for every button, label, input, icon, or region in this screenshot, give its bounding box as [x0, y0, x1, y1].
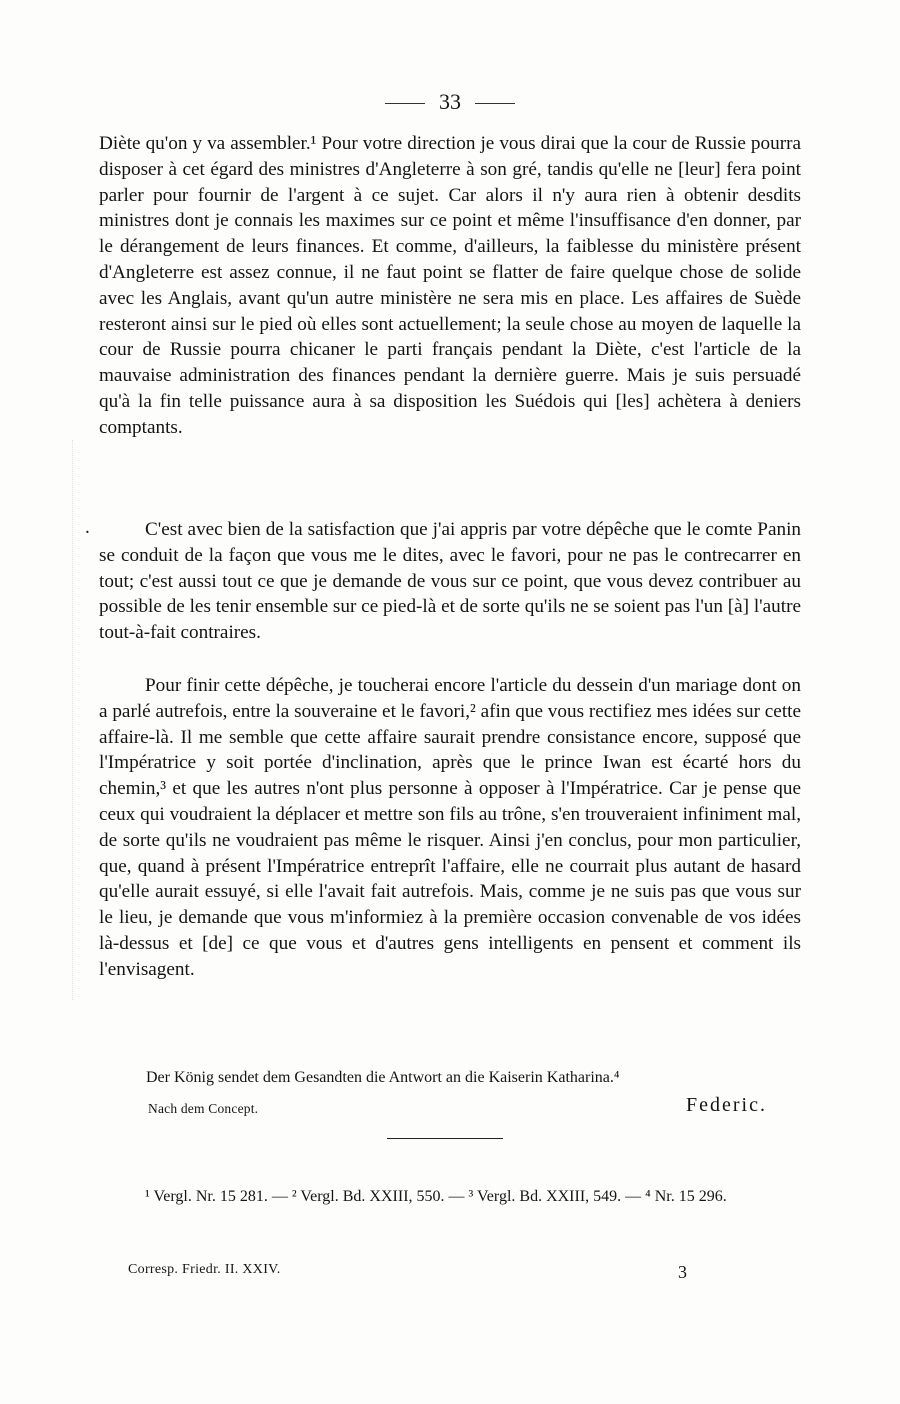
paragraph-1-block	[99, 131, 801, 441]
footer-sheet-number: 3	[678, 1262, 688, 1282]
footnotes: ¹ Vergl. Nr. 15 281. — ² Vergl. Bd. XXIII, 550. — ³ Vergl. Bd. XXIII, 549. — ⁴ Nr. 15 296.	[145, 1188, 727, 1205]
header-dash-right	[475, 103, 515, 104]
header-dash-left	[385, 103, 425, 104]
signature: Federic.	[686, 1094, 767, 1116]
footnote-divider	[387, 1138, 503, 1139]
source-note: Nach dem Concept.	[148, 1101, 259, 1116]
paragraph-3-block	[99, 673, 801, 983]
paragraph-1: Diète qu'on y va assembler.¹ Pour votre direction je vous dirai que la cour de Russie pourra disposer à cet égard des ministres d'Angleterre à son gré, tandis qu'elle ne [leur] fera point parler pour fournir de l'argent à ce sujet. Car alors il n'y aura rien à obtenir desdits ministres dont je connais les maximes sur ce point et même l'insuffisance d'en donner, par le dérangement de leurs finances. Et comme, d'ailleurs, la faiblesse du ministère présent d'Angleterre est assez connue, il ne faut point se flatter de faire quelque chose de solide avec les Anglais, avant qu'un autre ministère ne sera mis en place. Les affaires de Suède resteront ainsi sur le pied où elles sont actuellement; la seule chose au moyen de laquelle la cour de Russie pourra chicaner le parti français pendant la Diète, c'est l'article de la mauvaise administration des finances pendant la dernière guerre. Mais je suis persuadé qu'à la fin telle puissance aura à sa disposition les Suédois qui [les] achètera à deniers comptants.	[99, 133, 801, 438]
closing-note: Der König sendet dem Gesandten die Antwort an die Kaiserin Katharina.⁴	[146, 1069, 620, 1086]
paragraph-2-block	[85, 517, 801, 646]
page-number: 33	[439, 89, 461, 114]
paragraph-2-mark: .	[85, 517, 90, 538]
page-number-header	[0, 88, 900, 116]
paragraph-3: Pour finir cette dépêche, je toucherai encore l'article du dessein d'un mariage dont on a parlé autrefois, entre la souveraine et le favori,² afin que vous rectifiez mes idées sur cette affaire-là. Il me semble que cette affaire saurait prendre consistance encore, supposé que l'Impératrice y soit portée d'inclination, après que le prince Iwan est écarté hors du chemin,³ et que les autres n'ont plus personne à opposer à l'Impératrice. Car je pense que ceux qui voudraient la déplacer et mettre son fils au trône, s'en trouveraient infiniment mal, de sorte qu'ils ne voudraient pas même le risquer. Ainsi j'en conclus, pour mon particulier, que, quand à présent l'Impératrice entreprît l'affaire, elle ne courrait plus autant de hasard qu'elle aurait essuyé, si elle l'avait fait autrefois. Mais, comme je ne suis pas que vous sur le lieu, je demande que vous m'informiez à la première occasion convenable de vos idées là-dessus et [de] ce que vous et d'autres gens intelligents en pensent et comment ils l'envisagent.	[99, 675, 801, 980]
paragraph-2: C'est avec bien de la satisfaction que j'ai appris par votre dépêche que le comte Panin se conduit de la façon que vous me le dites, avec le favori, pour ne pas le contrecarrer en tout; c'est aussi tout ce que je demande de vous sur ce point, que vous devez contribuer au possible de les tenir ensemble sur ce pied-là et de sorte qu'ils ne se soient pas l'un [à] l'autre tout-à-fait contraires.	[99, 519, 801, 644]
footer-citation: Corresp. Friedr. II. XXIV.	[128, 1262, 281, 1277]
margin-marks	[72, 440, 75, 1000]
